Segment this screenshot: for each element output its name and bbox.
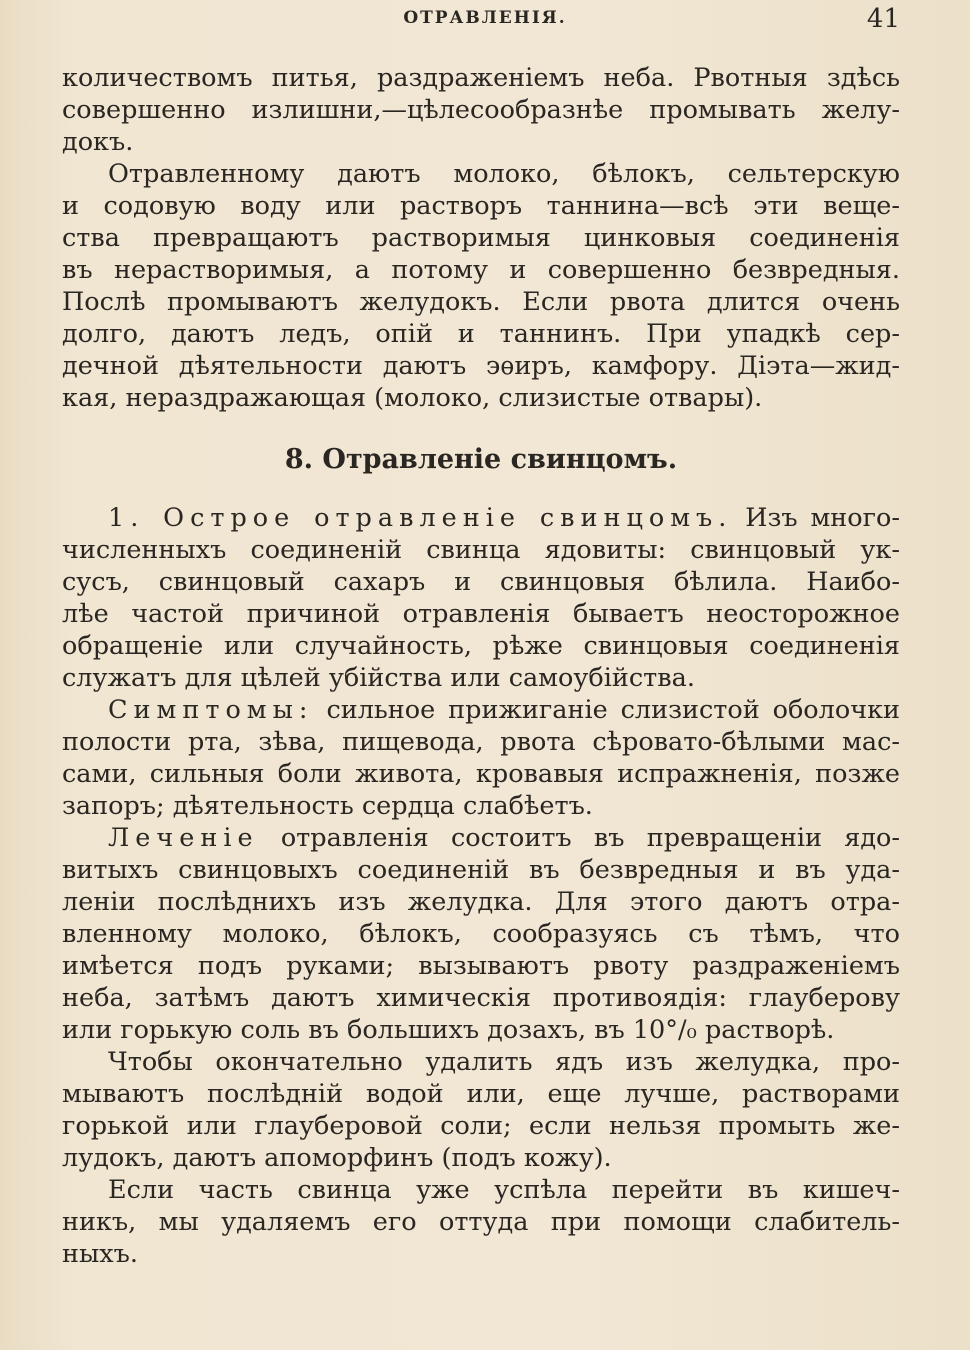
text-line: ныхъ. <box>62 1239 139 1269</box>
text-line <box>62 694 900 726</box>
text-line: неба, затѣмъ даютъ химическія противоядія: глауберову <box>62 983 900 1013</box>
paragraph-stomach-lavage <box>62 1046 900 1174</box>
text-line: и содовую воду или растворъ таннина—всѣ эти веще- <box>62 191 900 221</box>
spaced-lead: Леченіе <box>108 823 259 853</box>
body-text <box>62 62 900 1270</box>
text-line: леніи послѣднихъ изъ желудка. Для этого даютъ отра- <box>62 887 900 917</box>
text-line: количествомъ питья, раздраженіемъ неба. Рвотныя здѣсь <box>62 63 900 93</box>
paragraph-symptoms <box>62 694 900 822</box>
text-line: служатъ для цѣлей убійства или самоубійства. <box>62 663 695 693</box>
text-fragment: Изъ много- <box>745 503 900 533</box>
text-line: лѣе частой причиной отравленія бываетъ неосторожное <box>62 599 900 629</box>
paragraph-acute-poisoning <box>62 502 900 694</box>
text-line: витыхъ свинцовыхъ соединеній въ безвредныя и въ уда- <box>62 855 900 885</box>
section-heading: 8. Отравленіе свинцомъ. <box>284 444 678 475</box>
page-number: 41 <box>866 4 900 34</box>
text-line: сами, сильныя боли живота, кровавыя испражненія, позже <box>62 759 900 789</box>
text-line <box>62 822 900 854</box>
text-line: сусъ, свинцовый сахаръ и свинцовыя бѣлила. Наибо- <box>62 567 900 597</box>
text-line: Если часть свинца уже успѣла перейти въ кишеч- <box>108 1175 900 1205</box>
running-title: ОТРАВЛЕНІЯ. <box>403 8 567 28</box>
text-line: Послѣ промываютъ желудокъ. Если рвота длится очень <box>62 287 900 317</box>
text-line: горькой или глауберовой соли; если нельзя промыть же- <box>62 1111 900 1141</box>
text-line: вленному молоко, бѣлокъ, сообразуясь съ тѣмъ, что <box>62 919 900 949</box>
text-line: полости рта, зѣва, пищевода, рвота сѣровато-бѣлыми мас- <box>62 727 900 757</box>
paragraph-treatment-zinc <box>62 158 900 414</box>
text-line: имѣется подъ руками; вызываютъ рвоту раздраженіемъ <box>62 951 900 981</box>
paragraph-treatment <box>62 822 900 1046</box>
text-line: кая, нераздражающая (молоко, слизистые отвары). <box>62 383 763 413</box>
text-line: численныхъ соединеній свинца ядовиты: свинцовый ук- <box>62 535 900 565</box>
text-line: долго, даютъ ледъ, опій и таннинъ. При упадкѣ сер- <box>62 319 900 349</box>
text-line: въ нерастворимыя, а потому и совершенно безвредныя. <box>62 255 900 285</box>
text-line: ства превращаютъ растворимыя цинковыя соединенія <box>62 223 900 253</box>
text-line <box>62 502 900 534</box>
text-fragment: отравленія состоитъ въ превращеніи ядо- <box>280 823 900 853</box>
running-head <box>0 4 970 34</box>
text-line: мываютъ послѣдній водой или, еще лучше, растворами <box>62 1079 900 1109</box>
paragraph-continuation <box>62 62 900 158</box>
text-line: совершенно излишни,—цѣлесообразнѣе промывать желу- <box>62 95 900 125</box>
text-line: никъ, мы удаляемъ его оттуда при помощи слабитель- <box>62 1207 900 1237</box>
text-line: дечной дѣятельности даютъ эѳиръ, камфору. Діэта—жид- <box>62 351 900 381</box>
text-line: обращеніе или случайность, рѣже свинцовыя соединенія <box>62 631 900 661</box>
text-line: лудокъ, даютъ апоморфинъ (подъ кожу). <box>62 1143 612 1173</box>
paragraph-intestine <box>62 1174 900 1270</box>
text-line: Отравленному даютъ молоко, бѣлокъ, сельтерскую <box>108 159 900 189</box>
spaced-lead: 1. Острое отравленіе свинцомъ. <box>108 503 733 533</box>
text-fragment: сильное прижиганіе слизистой оболочки <box>326 695 900 725</box>
text-line: докъ. <box>62 127 134 157</box>
text-line: запоръ; дѣятельность сердца слабѣетъ. <box>62 791 593 821</box>
text-line: Чтобы окончательно удалить ядъ изъ желудка, про- <box>108 1047 900 1077</box>
spaced-lead: Симптомы: <box>108 695 314 725</box>
text-line: или горькую соль въ большихъ дозахъ, въ 10°/₀ растворѣ. <box>62 1015 835 1045</box>
